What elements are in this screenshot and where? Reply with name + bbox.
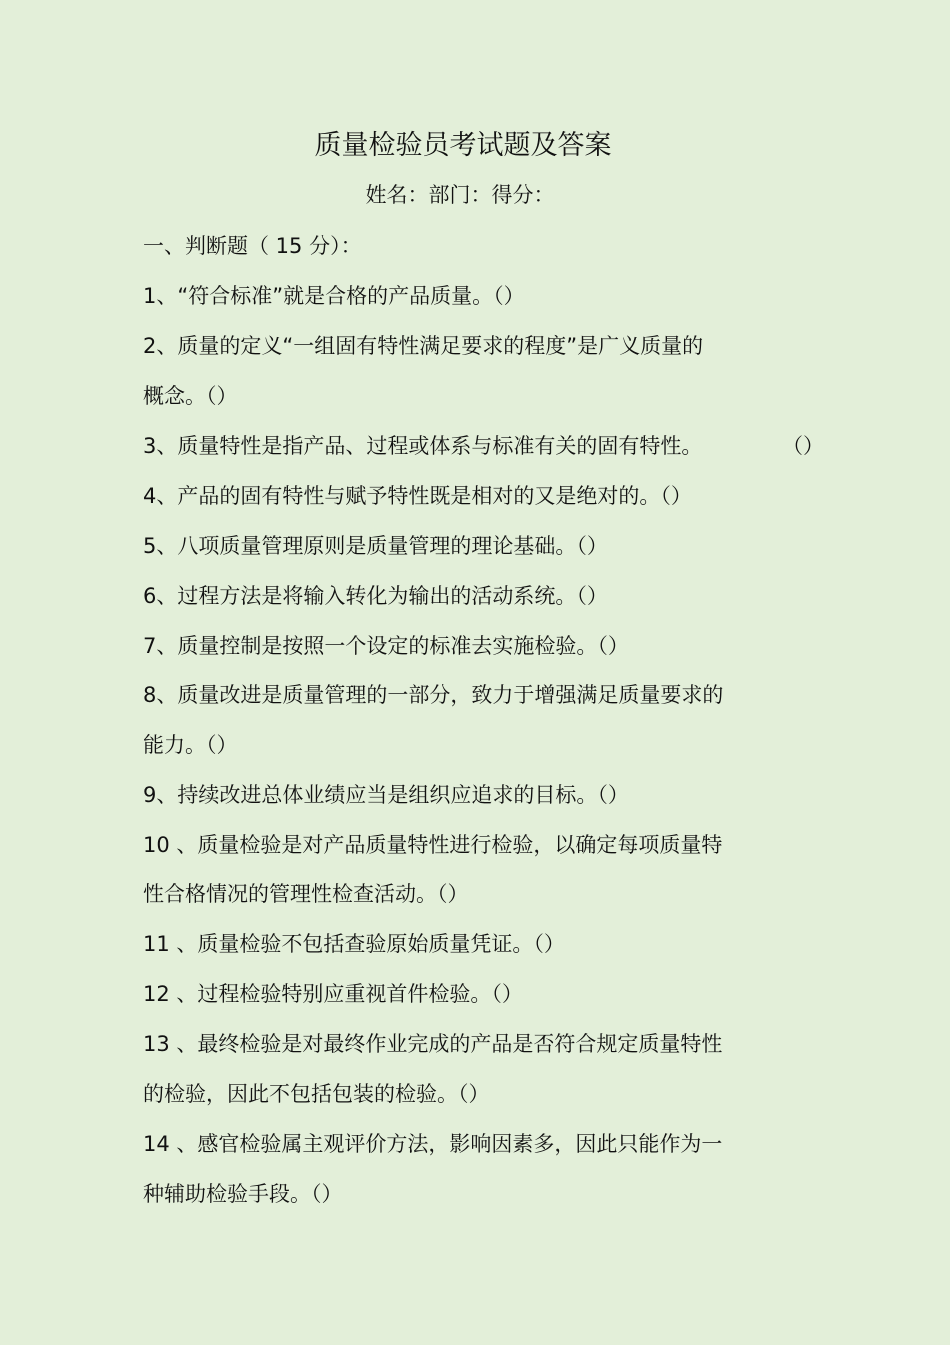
question-10-line-1: 10 、质量检验是对产品质量特性进行检验，以确定每项质量特 xyxy=(143,833,723,857)
question-14-line-2: 种辅助检验手段。（） xyxy=(143,1182,343,1206)
question-4: 4、产品的固有特性与赋予特性既是相对的又是绝对的。（） xyxy=(143,484,692,508)
question-3: 3、质量特性是指产品、过程或体系与标准有关的固有特性。 xyxy=(143,434,703,458)
question-10-line-2: 性合格情况的管理性检查活动。（） xyxy=(143,882,469,906)
question-1: 1、“符合标准”就是合格的产品质量。（） xyxy=(143,284,525,308)
question-9: 9、持续改进总体业绩应当是组织应追求的目标。（） xyxy=(143,783,629,807)
question-2-line-2: 概念。（） xyxy=(143,384,238,408)
question-8-line-1: 8、质量改进是质量管理的一部分，致力于增强满足质量要求的 xyxy=(143,683,724,707)
question-3-answer-paren: （） xyxy=(782,434,824,458)
question-13-line-2: 的检验，因此不包括包装的检验。（） xyxy=(143,1082,490,1106)
question-12: 12 、过程检验特别应重视首件检验。（） xyxy=(143,982,523,1006)
question-2-line-1: 2、质量的定义“一组固有特性满足要求的程度”是广义质量的 xyxy=(143,334,704,358)
question-8-line-2: 能力。（） xyxy=(143,733,238,757)
question-6: 6、过程方法是将输入转化为输出的活动系统。（） xyxy=(143,584,608,608)
question-14-line-1: 14 、感官检验属主观评价方法，影响因素多，因此只能作为一 xyxy=(143,1132,723,1156)
question-13-line-1: 13 、最终检验是对最终作业完成的产品是否符合规定质量特性 xyxy=(143,1032,723,1056)
question-5: 5、八项质量管理原则是质量管理的理论基础。（） xyxy=(143,534,608,558)
name-department-score-line: 姓名：部门：得分： xyxy=(365,183,555,207)
section-heading: 一、判断题（ 15 分）： xyxy=(143,234,362,258)
question-7: 7、质量控制是按照一个设定的标准去实施检验。（） xyxy=(143,634,629,658)
question-11: 11 、质量检验不包括查验原始质量凭证。（） xyxy=(143,932,565,956)
page-title: 质量检验员考试题及答案 xyxy=(314,130,612,161)
